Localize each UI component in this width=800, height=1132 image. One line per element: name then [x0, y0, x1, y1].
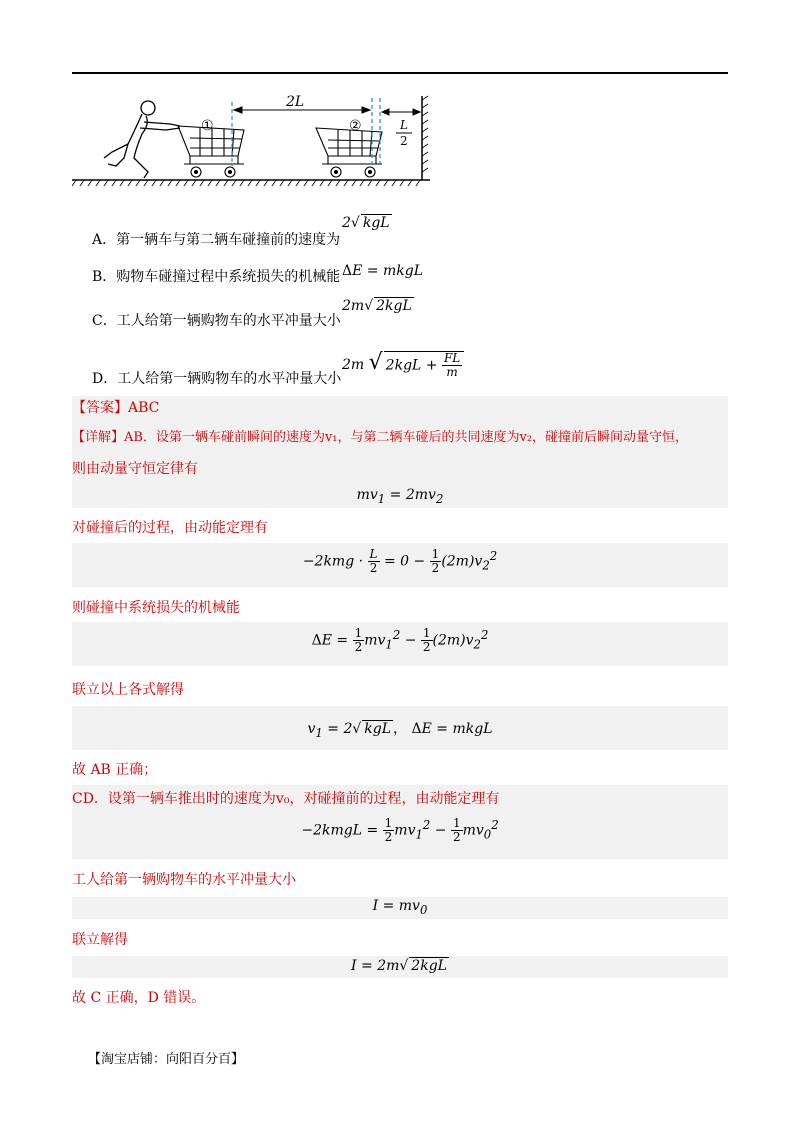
- footer-shop: 【淘宝店铺：向阳百分百】: [88, 1052, 245, 1067]
- gap-denominator: 2: [400, 134, 408, 148]
- option-d: [92, 370, 341, 388]
- line-combine-2: 联立解得: [72, 932, 128, 948]
- line-energy-loss: 则碰撞中系统损失的机械能: [72, 600, 240, 616]
- line-cd-setup: CD．设第一辆车推出时的速度为v₀，对碰撞前的过程，由动能定理有: [72, 791, 500, 807]
- line-impulse: 工人给第一辆购物车的水平冲量大小: [72, 872, 296, 888]
- option-b-math: ΔE = mkgL: [342, 263, 423, 279]
- line-conclusion: 故 C 正确，D 错误。: [72, 990, 206, 1006]
- equation-energy-after: −2kmg · $\frac{L}{2}$ = 0 − $\frac{1}{2}$ $(2m)v_2^2$: [302, 547, 498, 575]
- option-b-text: B．购物车碰撞过程中系统损失的机械能: [92, 269, 341, 285]
- distance-label: 2L: [286, 94, 305, 110]
- worker-figure: [104, 101, 180, 178]
- equation-energy-before: −2kmgL = $\frac{1}{2}$ $mv_1^2$ − $\frac{1}{2}$ $mv_0^2$: [301, 816, 499, 844]
- option-c-math: 2m√ 2kgL: [342, 298, 412, 314]
- equation-momentum: $mv_1 = 2mv_2$: [356, 487, 444, 506]
- detail-line-1: 【详解】AB．设第一辆车碰前瞬间的速度为v₁，与第二辆车碰后的共同速度为v₂，碰撞前后瞬间动量守恒，: [72, 430, 689, 445]
- line-combine-1: 联立以上各式解得: [72, 682, 184, 698]
- top-rule: [72, 72, 728, 74]
- option-b: [92, 268, 340, 286]
- gap-arrow: [382, 109, 420, 115]
- cart-1-label: ①: [201, 118, 214, 134]
- detail-line-2: 则由动量守恒定律有: [72, 461, 198, 477]
- answer-line: 【答案】ABC: [72, 400, 160, 416]
- equation-energy-loss: ΔE = $\frac{1}{2}$ $mv_1^2$ − $\frac{1}{2}$ $(2m)v_2^2$: [311, 626, 489, 654]
- equation-result-ab: $v_1 = 2√$ kgL ， ΔE = mkgL: [307, 721, 493, 740]
- line-ab-correct: 故 AB 正确；: [72, 762, 158, 778]
- gap-numerator: L: [400, 118, 408, 132]
- option-a-math: 2√ kgL: [342, 215, 390, 231]
- option-a-text: A．第一辆车与第二辆车碰撞前的速度为: [92, 232, 341, 248]
- line-kinetic-after: 对碰撞后的过程，由动能定理有: [72, 520, 268, 536]
- cart-2-label: ②: [349, 118, 362, 134]
- equation-impulse-result: I = 2m√ 2kgL: [351, 958, 447, 974]
- option-a: [92, 231, 340, 249]
- problem-figure: [72, 92, 442, 192]
- option-d-math: 2m √ 2kgL + $\frac{FL}{m}$: [342, 350, 464, 379]
- option-d-text: D．工人给第一辆购物车的水平冲量大小: [92, 371, 342, 387]
- equation-impulse: $I = mv_0$: [372, 898, 428, 917]
- option-c-text: C．工人给第一辆购物车的水平冲量大小: [92, 313, 341, 329]
- option-c: [92, 312, 341, 330]
